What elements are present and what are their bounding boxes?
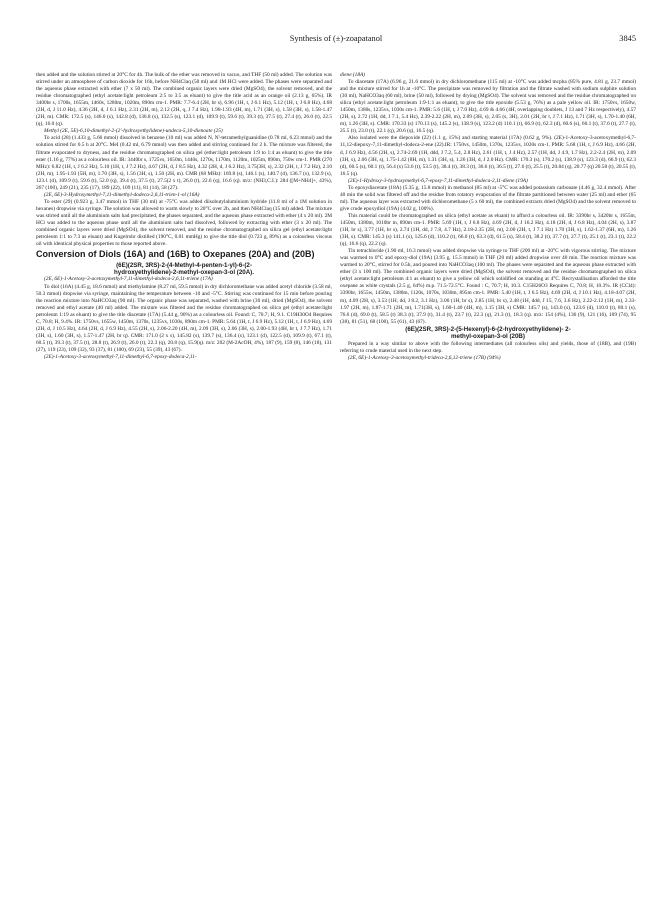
compound-title-line: (6E)(2SR, 3RS)-2-(4-Methyl-4-penten-1-yl)-6-(2- <box>116 261 252 269</box>
compound-heading: Methyl (2E, 5E)-6,10-dimethyl-2-(2'-hydroxyethylidene)-undeca-5,10-dienoate (25) <box>44 128 223 135</box>
right-column <box>340 72 636 890</box>
paragraph: Prepared in a way similar to above with the following intermediates (all colourless oils) and yields, those of (18B), and (19B) referring to crude material used in the next step. <box>340 340 636 354</box>
paragraph: To acid (28) (1.433 g, 5.66 mmol) dissolved in benzene (10 ml) was added N, N'-tetramethylguanidine (0.78 ml, 6.23 mmol) and the solution stirred for 0.5 h at 20°C. MeI (0.42 ml, 6.79 mmol) was then added and stirring continued for 2 h. The mixture was filtered, the filtrate evaporated to dryness, and the residue chromatographed on silica gel (ether:light petroleum 1:9 to 1:4 as eluant) to give the title ester (1.16 g, 77%) as a colourless oil. IR: 3440br s, 1725vs, 1650m, 1440s, 1270s, 1170m, 1120m, 1025m, 890m, 750w cm-1. PMR (270 MHz): 6.82 (1H, t, J 6.2 Hz), 5.10 (1H, t, J 7.2 Hz), 4.67 (2H, d, J 8.5 Hz), 4.32 (2H, d, J 6.2 Hz), 3.75(3H, s), 2.32 (2H, t, J 7.2 Hz), 2.10 (2H, m), 1.95-1.93 (5H, m), 1.70 (3H, s), 1.56 (3H, s), 1.50 (2H, m). CMR (68 MHz): 169.8 (s), 146.1 (s), 140.7 (d), 136.7 (s), 132.9 (s), 123.1 (d), 109.9 (t), 59.6 (t), 52.0 (q), 39.4 (t), 37.5 (t), 27.5(2 x t), 26.0 (t), 22.6 (q), 16.6 (q). m/z: (NH3,C.I.): 284 ([M+NH4]+, 43%), 267 (100), 249 (21), 235 (17), 189 (22), 109 (11), 81 (14), 58 (27). <box>36 135 332 191</box>
paragraph: To diacetate (17A) (6.96 g, 21.6 mmol) in dry dichloromethane (115 ml) at -10°C was added mcpba (85% pure, 4.81 g, 23.7 mmol) and the mixture stirred for 1h at -10°C. The precipitate was removed by filtration and the filtrate washed with sodium sulphite solution (30 ml), NaHCO3aq (60 ml), brine (50 ml), followed by drying (MgSO4). The solvent was removed and the residue chromatographed on silica (ethyl acetate:light petroleum 1:9-1:1 as eluant), to give the title epoxide (5.53 g, 76%) as a pale yellow oil. IR: 1750vs, 1650w, 1450m, 1380s, 1235vs, 1030s cm-1. PMR: 5.6 (1H, t, J 7.0 Hz), 4.69 & 4.66 (4H, overlapping doublets, J 13 and 7 Hz respectively), 4.57 (2H, s), 2.72 (1H, dd, J 7.1, 5.4 Hz), 2.39-2.22 (2H, m), 2.09 (3H, s), 2.05 (s, 3H), 2.01 (2H, br t, J 7.1 Hz), 1.71 (3H, s), 1.70-1.40 (6H, m), 1.26 (3H, s). CMR: 170.33 (s) 170.13 (s), 145.2 (s), 138.9 (s), 123.2 (d) 110.1 (t), 66.9 (t), 62.3 (d), 60.6 (s), 60.1 (t), 37.6 (t), 27.7 (t), 25.5 (t), 23.0 (t), 22.1 (q), 20.6 (q), 16.5 (q). <box>340 79 636 135</box>
compound-title-line: methyl-oxepan-3-ol (20B) <box>451 333 525 341</box>
compound-heading: diene (18A) <box>340 72 366 78</box>
paragraph: Tin tetrachloride (1.90 ml, 16.3 mmol) was added dropwise via syringe to THF (200 ml) at -20°C with vigorous stirring. The mixture was warmed to 0°C and epoxy-diol (19A) (3.95 g, 15.5 mmol) in THF (20 ml) added dropwise over 40 min. The reaction mixture was warmed to 20°C, stirred for 0.5h, and poured into NaHCO3aq (100 ml). The phases were separated and the aqueous phase extracted with ether (3 x 100 ml). The combined organic layers were dried (MgSO4), the solvent removed and the residue chromatographed on silica (ethyl acetate:light petroleum 4:1 as eluant) to give a yellow oil which solidified on standing at 4°C. Recrystallisation afforded the title oxepane as white crystals (2.5 g, 64%) m.p. 71.5-72.5°C. Found : C, 70.7; H, 10.3. C15H26O3 Requires C, 70.8; H, 10.3%. IR (CCl4): 3390br, 1655w, 1450m, 1380m, 1120s, 1070s, 1030m, 895m cm-1. PMR: 5.40 (1H, t, J 6.5 Hz), 4.69 (2H, d, J 10.1 Hz), 4.18-4.07 (2H, m), 4.09 (2H, s), 3.53 (1H, dd, J 8.2, 3.1 Hz), 3.00 (1H, br s), 2.85 (1H, br s), 2.48 (1H, ddd, J 15, 7.6, 3.6 Hz), 2.22-2.12 (1H, m), 2.33-1.97 (2H, m), 1.87-1.71 (2H, m), 1.71(3H, s), 1.60-1.40 (4H, m), 1.15 (3H, s) CMR: 145.7 (s), 143.0 (s), 123.6 (d), 110.0 (t), 80.1 (s), 76.6 (d), 69.0 (t), 58.5 (t) 38.3 (t), 37.9 (t), 31.4 (t), 23.7 (t), 22.3 (q), 21.3 (t), 18.3 (q). m/z: 154 (4%), 136 (9), 121 (16), 109 (74), 95 (38), 81 (51), 68 (100), 55 (61), 43 (67). <box>340 248 636 325</box>
paragraph: This material could be chromatographed on silica (ethyl acetate as eluant) to afford a colourless oil. IR: 3390br s, 3420br s, 1655m, 1450m, 1380m, 1010br m, 890m cm-1. PMR: 5.69 (1H, t, J 6.8 Hz), 4.69 (2H, d, J 16.2 Hz), 4.18 (2H, d, J 6.8 Hz), 4.04 (2H, s), 3.87 (1H, br s), 3.77 (1H, br s), 2.74 (1H, dd, J 7.8, 4.7 Hz), 2.18-2.35 (2H, m), 2.00 (2H, t, J 7.1 Hz) 1.70 (3H, s), 1.62-1.37 (6H, m), 1.26 (3H, s). CMR: 145.3 (s) 141.1 (s), 125.6 (d), 110.2 (t), 66.0 (t), 63.3 (d), 61.5 (s), 58.4 (t), 38.2 (t), 37.7 (t), 27.7 (t), 25.1 (t), 23.1 (t), 22.2 (q), 16.6 (q), 22.2 (q). <box>340 212 636 248</box>
compound-title-line: (6E)(2SR, 3RS)-2-(5-Hexenyl)-6-(2-hydroxyethylidene)- 2- <box>405 325 571 333</box>
paragraph: To diol (16A) (4.45 g, 18.6 mmol) and triethylamine (8.27 ml, 59.5 mmol) in dry dichloromethane was added acetyl chloride (3.58 ml, 50.3 mmol) dropwise via syringe, maintaining the temperature between -10 and -5°C. Stirring was continued for 15 min before pouring the reaction mixture into NaHCO3aq (90 ml). The organic phase was separated, washed with brine (30 ml), dried (MgSO4), the solvent removed and ethyl acetate (40 ml) added. The mixture was filtered and the residue chromatographed on silica gel (ethyl acetate:light petroleum 1:19 as eluant) to give the title diacetate (17A) (5.44 g, 90%) as a colourless oil. Found: C, 70.7; H, 9.1. C19H30O4 Requires C, 70.8; H, 9.4%. IR: 1750vs, 1655w, 1450m, 1370s, 1235vs, 1030s, 890m cm-1. PMR: 5.64 (1H, t, J 6.9 Hz), 5.12 (1H, t, J 6.9 Hz), 4.69 (2H, d, J 10.5 Hz), 4.64 (2H, d, J 6.9 Hz), 4.55 (2H, s), 2.06-2.20 (4H, m), 2.09 (3H, s), 2.06 (3H, s), 2.00-1.93 (4H, br t, J 7.7 Hz), 1.71 (3H, s), 1.60 (3H, s), 1.57-1.47 (2H, br q). CMR: 171.0 (2 x s), 145.82 (s), 139.7 (s), 136.4 (s), 123.1 (d), 122.5 (d), 109.9 (t), 67.1 (t), 60.5 (t), 39.3 (t), 37.5 (t), 28.8 (t), 26.9 (t), 26.0 (t), 22.3 (q), 20.8 (q), 15.9(q). m/z: 202 (M-2AcOH, 4%), 187 (9), 159 (8), 146 (18), 131 (27), 119 (23), 109 (32), 93 (37), 81 (100), 69 (23), 55 (39), 43 (67). <box>36 283 332 353</box>
left-column <box>36 72 332 890</box>
page-number: 3845 <box>619 34 636 43</box>
compound-heading: (2E)-1-Hydroxy-3-hydroxymethyl-6,7-epoxy-7,11-dimethyl-dodeca-2,11-diene (19A) <box>348 177 528 184</box>
section-title: Conversion of Diols (16A) and (16B) to Oxepanes (20A) and (20B) <box>36 249 315 260</box>
paragraph: To ester (29) (0.923 g, 3.47 mmol) in THF (30 ml) at -75°C was added diisobutylaluminium hydride (11.8 ml of a 1M solution in hexanes) dropwise via syringe. The solution was allowed to warm slowly to 20°C over 2h, and then NH4Claq (15 ml) added. The mixture was stirred until all the aluminium salts had precipitated, the phases separated, and the aqueous phase extracted with ether (4 x 20 ml). 2M HCl was added to the aqueous phase until all the aluminium salts had dissolved, followed by extracting with ether (3 x 20 ml). The combined organic layers were dried (MgSO4), the solvent removed, and the residue chromatographed on silica gel (ethyl acetate:light petroleum 1:1 to 7:3 as eluant) and Kugelrohr distilled (190°C, 0.01 mmHg) to give the title diol (0.723 g, 89%) as a colourless viscous oil with identical physical properties to those reported above. <box>36 198 332 248</box>
compound-heading: (2E, 6E)-1-Acetoxy-3-acetoxymethyl-trideca-2,6,12-triene (17B) (94%) <box>348 354 501 361</box>
compound-heading: (2E, 6E)-3-Hydroxymethyl-7,11-dimethyl-dodeca-2,6,11-trien-1-ol (16A) <box>44 191 200 198</box>
running-header <box>36 34 636 48</box>
compound-heading: (2E, 6E)-1-Acetoxy-3-acetoxymethyl-7,11-dimethyl-dodeca-2,6,11-triene (17A) <box>44 276 213 283</box>
compound-heading: (2E)-1-Acetoxy-3-acetoxymethyl-7,11-dimethyl-6,7-epoxy-dodeca-2,11- <box>44 354 197 360</box>
paragraph: To epoxydiacetate (18A) (5.35 g, 15.8 mmol) in methanol (85 ml) at -5°C was added potassium carbonate (4.46 g, 32.4 mmol). After 40 min the solid was filtered off and the residue from rotatory evaporation of the filtrate partitioned between water (25 ml) and ether (65 ml). The aqueous layer was extracted with dichloromethane (5 x 60 ml), the combined extracts dried (MgSO4) and the solvent removed to give crude epoxydiol (19A) (4.02 g, 100%). <box>340 184 636 212</box>
running-title: Synthesis of (±)-zoapatanol <box>289 34 383 43</box>
paragraph: then added and the solution stirred at 20°C for 4h. The bulk of the ether was removed in vacuo, and THF (50 ml) added. The solution was stirred under an atmosphere of carbon dioxide for 16h, before NH4Claq (50 ml) and 1M HCl were added. The phases were separated and the aqueous phase extracted with ether (7 x 50 ml). The combined organic layers were dried (MgSO4), the solvent removed, and the residue chromatographed (ethyl acetate:light petroleum 2:5 to 3:5 as eluant) to give the title acid as an orange oil (2.13 g, 65%). IR 3400br s, 1700s, 1655m, 1460s, 1280m, 1020m, 890m cm-1. PMR: 7.7-6.4 (2H, br s), 6.96 (1H, t, J 6.1 Hz), 5.12 (1H, t, J 6.8 Hz), 4.68 (2H, d, J 11.0 Hz), 4.36 (2H, d, J 6.1 Hz), 2.31 (2H, m), 2.12 (2H, q, J 7.4 Hz), 1.98-1.93 (4H, m), 1.71 (3H, s), 1.58 (3H, s), 1.58-1.47 (2H, m). CMR: 172.5 (s), 146.0 (s), 142.8 (d), 136.8 (s), 132.5 (s), 123.1 (d), 109.9 (t), 59.6 (t), 39.3 (t), 37.5 (t), 27.4 (t), 26.0 (t), 22.5 (q), 16.0 (q). <box>36 72 332 128</box>
compound-title-line: hydroxyethylidene)-2-methyl-oxepan-3-ol (20A). <box>114 269 254 277</box>
paragraph: Also isolated were the diepoxide (22) (1.1 g, 15%) and starting material (17A) (0.62 g, 9%). (2E)-1-Acetoxy-3-acetoxymethyl-6,7-11,12-diepoxy-7,11-dimethyl-dodeca-2-ene (22).IR: 1750vs, 1450m, 1370s, 1235vs, 1030s cm-1. PMR: 5.68 (1H, t, J 6.9 Hz), 4.66 (2H, d, J 6.9 Hz), 4.56 (2H, s), 2.74-2.69 (1H, ddd, J 7.2, 5.4, 2.8 Hz), 2.61 (1H, t, J 4 Hz), 2.57 (1H, dd, J 4.9, 1.7 Hz), 2.2-2.4 (2H, m), 2.09 (3H, s), 2.06 (3H, s), 1.75-1.42 (8H, m), 1.31 (3H, s), 1.26 (3H, d, J 2.0 Hz). CMR: 170.3 (s), 170.2 (s), 138.9 (s), 123.3 (d), 66.9 (t), 62.3 (d), 60.5 (s), 60.1 (t), 56.4 (s) 53.6 (t), 53.5 (t), 38.4 (t), 38.3 (t), 36.6 (t), 36.5 (t), 27.6 (t), 25.5 (t), 20.84 (q), 20.77 (q) 20.58 (t), 20.55 (t), 16.5 (q). <box>340 135 636 177</box>
